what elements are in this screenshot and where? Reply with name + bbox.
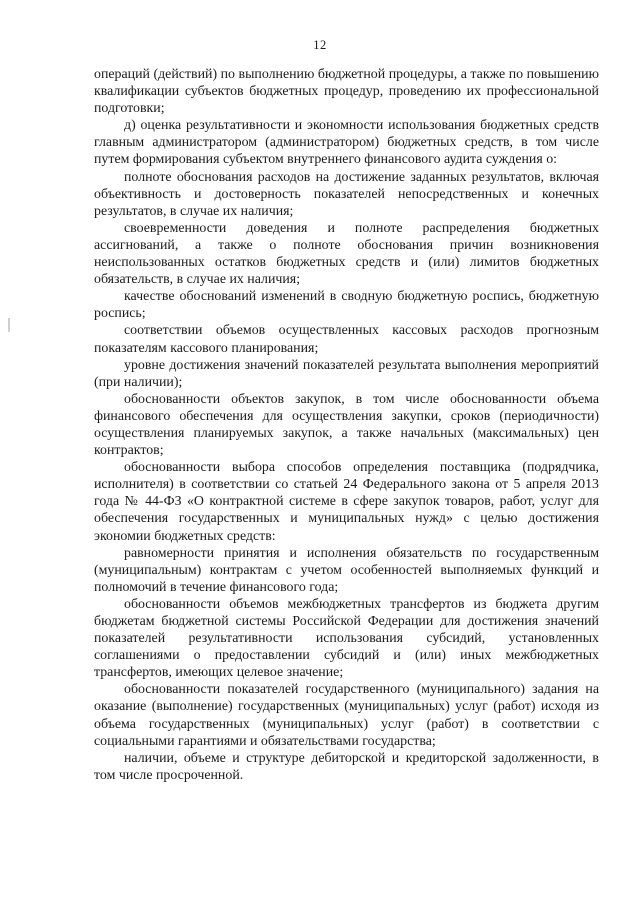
paragraph-interbudget-transfers: обоснованности объемов межбюджетных трансфертов из бюджета другим бюджетам бюджетной системы Российской Федерации для достижения значений показателей результативности использования субсидий, установленных соглашениями о предоставлении субсидий и (или) иных межбюджетных трансфертов, имеющих целевое значение; (94, 596, 599, 681)
paragraph-evaluation-heading: д) оценка результативности и экономности использования бюджетных средств главным администратором (администратором) бюджетных средств, в том числе путем формирования субъектом внутреннего финансового аудита суждения о: (94, 118, 599, 168)
paragraph-receivables-payables: наличии, объеме и структуре дебиторской и кредиторской задолженности, в том числе просроченной. (94, 750, 599, 783)
paragraph-state-assignment: обоснованности показателей государственного (муниципального) задания на оказание (выполнение) государственных (муниципальных) услуг (работ) исходя из объема государственных (муниципальных) услуг (работ) в соответствии с социальными гарантиями и обязательствами государства; (94, 682, 599, 749)
paragraph-allocation-timeliness: своевременности доведения и полноте распределения бюджетных ассигнований, а также о полноте обоснования причин возникновения неиспользованных остатков бюджетных средств и (или) лимитов бюджетных обязательств, в случае их наличия; (94, 220, 599, 288)
document-body (94, 66, 599, 784)
paragraph-cash-expenses: соответствии объемов осуществленных кассовых расходов прогнозным показателям кассового планирования; (94, 323, 599, 356)
scan-margin-mark (8, 318, 10, 332)
paragraph-budget-list-changes: качестве обоснований изменений в сводную бюджетную роспись, бюджетную роспись; (94, 289, 599, 322)
paragraph-supplier-selection: обоснованности выбора способов определения поставщика (подрядчика, исполнителя) в соответствии со статьей 24 Федерального закона от 5 апреля 2013 года № 44-ФЗ «О контрактной системе в сфере закупок товаров, работ, услуг для обеспечения государственных и муниципальных нужд» с целью достижения экономии бюджетных средств: (94, 460, 599, 544)
paragraph-expense-justification: полноте обоснования расходов на достижение заданных результатов, включая объективность и достоверность показателей непосредственных и конечных результатов, в случае их наличия; (94, 169, 599, 219)
page-number: 12 (313, 38, 327, 52)
paragraph-results-level: уровне достижения значений показателей результата выполнения мероприятий (при наличии); (94, 357, 599, 390)
paragraph-procurement-objects: обоснованности объектов закупок, в том числе обоснованности объема финансового обеспечения для осуществления закупки, сроков (периодичности) осуществления планируемых закупок, а также начальных (максимальных) цен контрактов; (94, 391, 599, 459)
paragraph-obligation-uniformity: равномерности принятия и исполнения обязательств по государственным (муниципальным) контрактам с учетом особенностей выполняемых функций и полномочий в течение финансового года; (94, 545, 599, 595)
paragraph-procedure-actions: операций (действий) по выполнению бюджетной процедуры, а также по повышению квалификации субъектов бюджетных процедур, проведению их профессиональной подготовки; (94, 67, 599, 117)
